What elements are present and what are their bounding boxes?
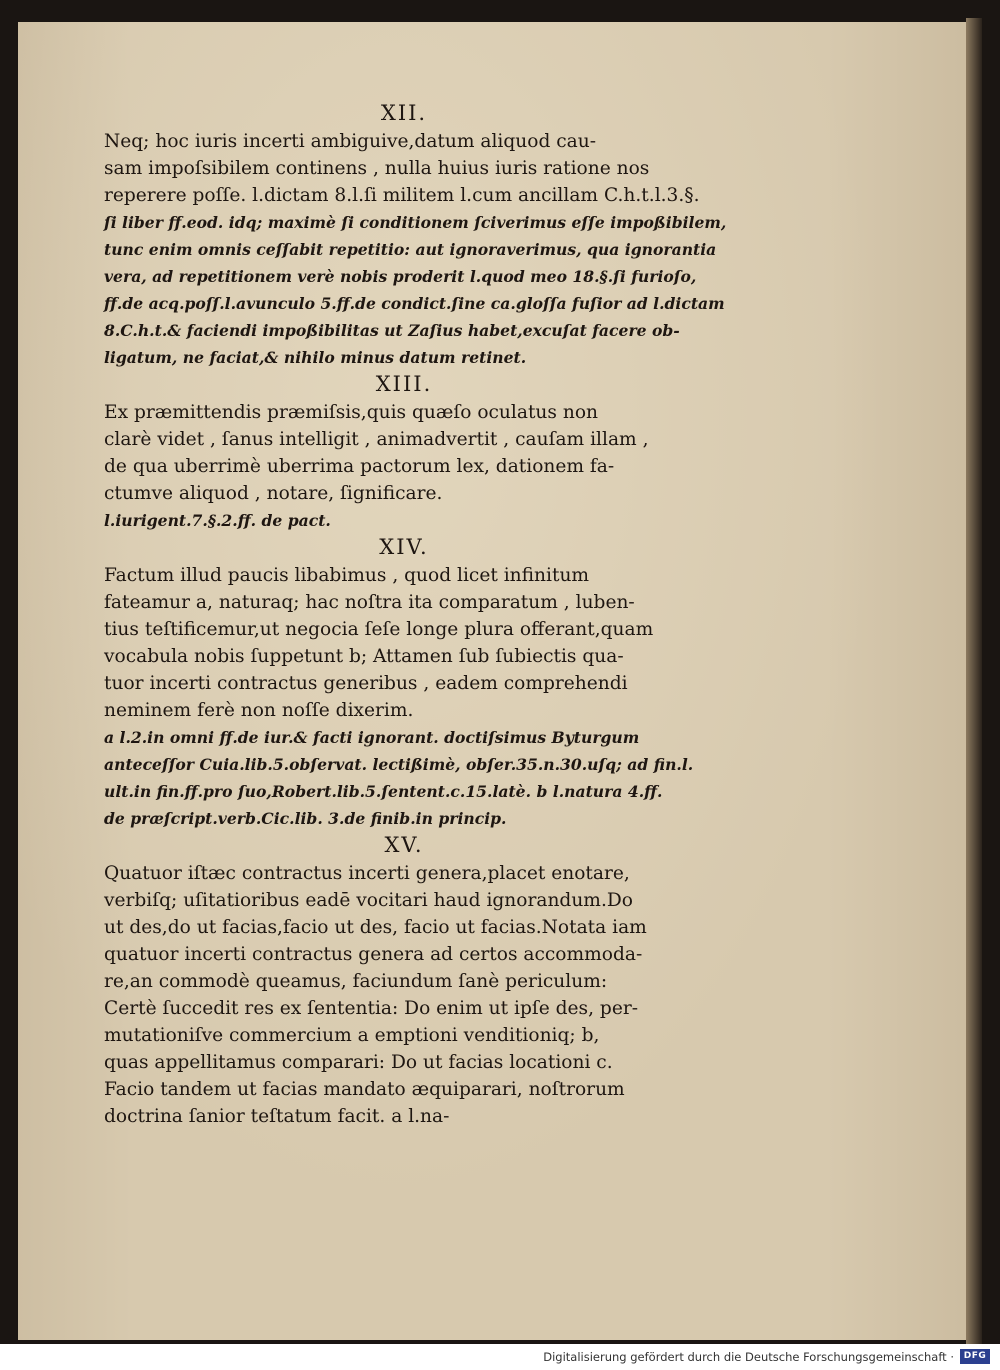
document-text <box>104 100 727 1130</box>
text-line: tius teſtificemur,ut negocia ſeſe longe plura offerant,quam <box>104 619 654 640</box>
footer-credit: Digitalisierung gefördert durch die Deutsche Forschungsgemeinschaft · <box>543 1350 954 1364</box>
citation-line: ligatum, ne faciat,& nihilo minus datum retinet. <box>104 348 527 367</box>
citation-line: de præſcript.verb.Cic.lib. 3.de finib.in princip. <box>104 809 507 828</box>
text-line: Quatuor iſtæc contractus incerti genera,placet enotare, <box>104 863 630 884</box>
text-line: Factum illud paucis libabimus , quod licet infinitum <box>104 565 590 586</box>
dfg-logo: DFG <box>960 1349 990 1364</box>
section-heading: XIV. <box>379 535 429 559</box>
footer-bar <box>0 1344 1000 1370</box>
document-page <box>18 22 970 1340</box>
citation-line: 8.C.h.t.& faciendi impoßibilitas ut Zaſius habet,excuſat facere ob- <box>104 321 680 340</box>
section-heading: XV. <box>384 833 424 857</box>
citation-line: ſi liber ff.eod. idq; maximè ſi conditionem ſciverimus eſſe impoßibilem, <box>104 213 727 232</box>
text-line: ctumve aliquod , notare, ſignificare. <box>104 483 443 504</box>
text-line: doctrina ſanior teſtatum facit. a l.na- <box>104 1106 450 1127</box>
text-line: vocabula nobis ſuppetunt b; Attamen ſub ſubiectis qua- <box>104 646 624 667</box>
text-line: Ex præmittendis præmiſsis,quis quæſo oculatus non <box>104 402 598 423</box>
text-line: Certè ſuccedit res ex ſententia: Do enim ut ipſe des, per- <box>104 998 638 1019</box>
text-line: sam impoſsibilem continens , nulla huius iuris ratione nos <box>104 158 650 179</box>
text-line: clarè videt , ſanus intelligit , animadvertit , cauſam illam , <box>104 429 649 450</box>
text-line: tuor incerti contractus generibus , eadem comprehendi <box>104 673 628 694</box>
text-line: quas appellitamus comparari: Do ut facias locationi c. <box>104 1052 613 1073</box>
citation-line: ff.de acq.poſſ.l.avunculo 5.ff.de condict.ſine ca.gloſſa fuſior ad l.dictam <box>104 294 725 313</box>
citation-line: l.iurigent.7.§.2.ff. de pact. <box>104 511 331 530</box>
citation-line: tunc enim omnis ceſſabit repetitio: aut ignoraverimus, qua ignorantia <box>104 240 717 259</box>
section-heading: XII. <box>380 101 428 125</box>
text-line: de qua uberrimè uberrima pactorum lex, dationem fa- <box>104 456 615 477</box>
text-line: neminem ferè non noſſe dixerim. <box>104 700 414 721</box>
text-line: Neq; hoc iuris incerti ambiguive,datum aliquod cau- <box>104 131 597 152</box>
text-line: Facio tandem ut facias mandato æquiparari, noſtrorum <box>104 1079 625 1100</box>
text-line: verbiſq; uſitatioribus eadē vocitari haud ignorandum.Do <box>104 890 633 911</box>
book-edge-shadow <box>966 18 982 1344</box>
text-line: reperere poſſe. l.dictam 8.l.ſi militem l.cum ancillam C.h.t.l.3.§. <box>104 185 700 206</box>
citation-line: vera, ad repetitionem verè nobis proderit l.quod meo 18.§.ſi furioſo, <box>104 267 697 286</box>
text-line: mutationiſve commercium a emptioni venditioniq; b, <box>104 1025 600 1046</box>
text-line: ut des,do ut facias,facio ut des, facio ut facias.Notata iam <box>104 917 647 938</box>
citation-line: ult.in fin.ff.pro ſuo,Robert.lib.5.ſentent.c.15.latè. b l.natura 4.ff. <box>104 782 663 801</box>
citation-line: anteceſſor Cuia.lib.5.obſervat. lectißimè, obſer.35.n.30.uſq; ad fin.l. <box>104 755 694 774</box>
text-line: quatuor incerti contractus genera ad certos accommoda- <box>104 944 643 965</box>
section-heading: XIII. <box>375 372 433 396</box>
text-line: fateamur a, naturaq; hac noſtra ita comparatum , luben- <box>104 592 635 613</box>
citation-line: a l.2.in omni ff.de iur.& facti ignorant. doctiſsimus Byturgum <box>104 728 640 747</box>
text-line: re,an commodè queamus, faciundum ſanè periculum: <box>104 971 608 992</box>
